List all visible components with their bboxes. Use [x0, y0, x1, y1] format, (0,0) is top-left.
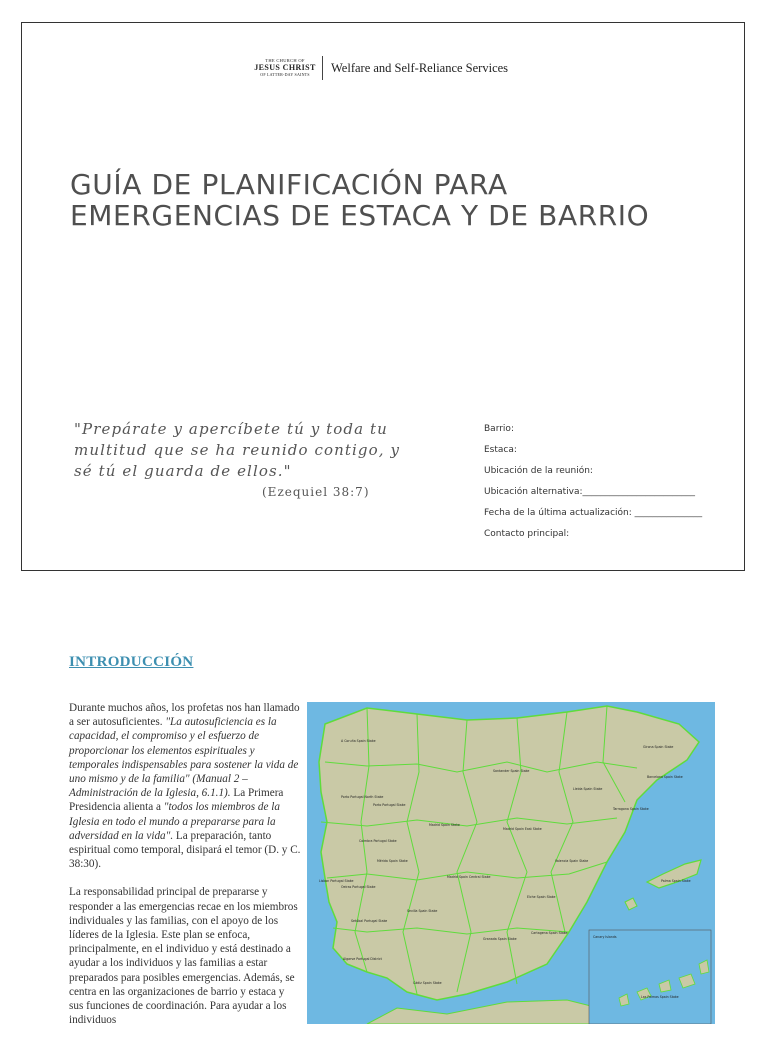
field-estaca: Estaca: [484, 445, 517, 455]
map-label: Porto Portugal Stake [373, 803, 406, 807]
scripture-quote: "Prepárate y apercíbete tú y toda tu multitud que se ha reunido contigo, y sé tú el guarda de ellos." [74, 420, 401, 480]
map-label: Girona Spain Stake [643, 745, 674, 749]
field-last-updated: Fecha de la última actualización: _______________ [484, 508, 703, 518]
intro-paragraph-1 [69, 701, 301, 871]
church-wordmark [254, 59, 316, 78]
info-fields [484, 419, 724, 545]
map-label: Tarragona Spain Stake [613, 807, 649, 811]
map-label: Mérida Spain Stake [377, 859, 408, 863]
intro-paragraph-2: La responsabilidad principal de prepararse y responder a las emergencias recae en los miembros individuales y las familias, con el apoyo de los líderes de la Iglesia. Este plan se enfoca, principalmente, en el individuo y está destinado a ayudar a los individuos y las familias a estar preparados para posibles emergencias. Además, se centra en las organizaciones de barrio y estaca y sus funciones de coordinación. Para ayudar a los individuos [69, 886, 298, 1027]
map-label: Santander Spain Stake [493, 769, 530, 773]
map-label: Madrid Spain East Stake [503, 827, 542, 831]
map-label: Coimbra Portugal Stake [359, 839, 397, 843]
map-label: Cádiz Spain Stake [413, 981, 442, 985]
map-label: Las Palmas Spain Stake [641, 995, 679, 999]
map-label: Valencia Spain Stake [555, 859, 589, 863]
church-logo [254, 55, 508, 81]
map-label: Algarve Portugal District [343, 957, 382, 961]
map-label: Setúbal Portugal Stake [351, 919, 388, 923]
map-label: Elche Spain Stake [527, 895, 556, 899]
field-alternate-location: Ubicación alternativa:_________________________ [484, 487, 696, 497]
cover-page [21, 22, 745, 571]
p1-segment-3: La Primera Presidencia alienta a [69, 787, 284, 814]
document-title: GUÍA DE PLANIFICACIÓN PARA EMERGENCIAS DE ESTACA Y DE BARRIO [70, 168, 650, 232]
logo-divider [322, 56, 323, 80]
map-label: Cartagena Spain Stake [531, 931, 568, 935]
map-label: Oeiras Portugal Stake [341, 885, 376, 889]
iberia-stake-map [307, 702, 715, 1024]
department-name: Welfare and Self-Reliance Services [331, 60, 509, 75]
intro-body [69, 701, 301, 1041]
church-line-1: THE CHURCH OF [265, 57, 305, 63]
map-label: Lisbon Portugal Stake [319, 879, 354, 883]
map-label: Madrid Spain Central Stake [447, 875, 491, 879]
intro-heading: INTRODUCCIÓN [69, 654, 194, 670]
p1-segment-5: La preparación, tanto espiritual como temporal, disipará el temor (D. y C. 38:30). [69, 829, 301, 871]
map-label: Sevilla Spain Stake [407, 909, 438, 913]
field-main-contact: Contacto principal: [484, 529, 570, 539]
map-label: Madrid Spain Stake [429, 823, 460, 827]
field-meeting-location: Ubicación de la reunión: [484, 466, 593, 476]
map-label: Palma Spain Stake [661, 879, 691, 883]
scripture-reference: (Ezequiel 38:7) [262, 485, 370, 499]
p1-self-reliance-quote: "La autosuficiencia es la capacidad, el compromiso y el esfuerzo de proporcionar los elementos espirituales y temporales indispensables para sostener la vida de uno mismo y de la familia" (Manual 2 – Administración de la Iglesia, 6.1.1). [69, 716, 299, 800]
p1-first-presidency-quote: "todos los miembros de la Iglesia en todo el mundo a prepararse para la adversidad en la vida". [69, 801, 280, 842]
church-line-2: JESUS CHRIST [254, 63, 316, 73]
field-barrio: Barrio: [484, 424, 514, 434]
map-label: Barcelona Spain Stake [647, 775, 683, 779]
map-label: Porto Portugal North Stake [341, 795, 384, 799]
canary-inset-title: Canary Islands [593, 935, 617, 939]
church-line-3: OF LATTER-DAY SAINTS [260, 72, 310, 78]
map-label: A Coruña Spain Stake [341, 739, 376, 743]
map-label: Granada Spain Stake [483, 937, 517, 941]
map-svg [307, 702, 715, 1024]
canary-inset [589, 930, 711, 1024]
map-label: Lleida Spain Stake [573, 787, 603, 791]
p1-segment-1: Durante muchos años, los profetas nos han llamado a ser autosuficientes. [69, 702, 300, 729]
